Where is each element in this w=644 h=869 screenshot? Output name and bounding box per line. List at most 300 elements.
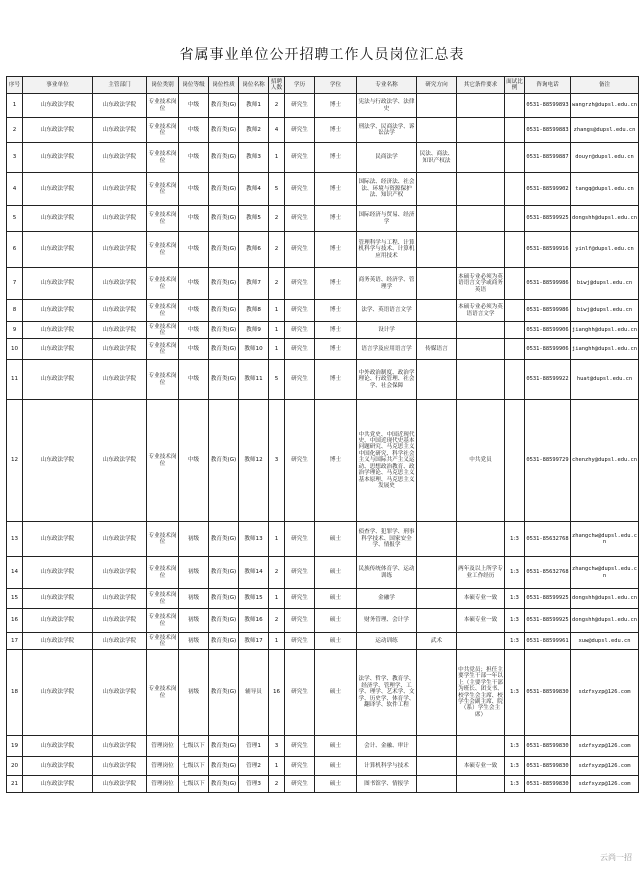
cell-nature: 教育类(G) xyxy=(209,206,239,232)
cell-level: 中级 xyxy=(179,268,209,300)
cell-degree: 博士 xyxy=(315,232,357,268)
cell-phone: 0531-85632768 xyxy=(525,557,571,589)
cell-note: tangq@dupsl.edu.cn xyxy=(571,173,639,206)
cell-dir xyxy=(417,757,457,776)
cell-note: douyr@dupsl.edu.cn xyxy=(571,143,639,173)
cell-dept: 山东政法学院 xyxy=(93,300,147,322)
cell-no: 12 xyxy=(7,400,23,522)
table-row xyxy=(7,322,639,339)
cell-phone: 0531-88599916 xyxy=(525,232,571,268)
cell-edu: 研究生 xyxy=(285,400,315,522)
cell-no: 16 xyxy=(7,609,23,633)
table-row xyxy=(7,736,639,757)
cell-degree: 博士 xyxy=(315,360,357,400)
cell-note: xuw@dupsl.edu.cn xyxy=(571,633,639,650)
cell-other xyxy=(457,360,505,400)
cell-level: 中级 xyxy=(179,339,209,360)
cell-major: 侦查学、犯罪学、刑事科学技术、国家安全学、情报学 xyxy=(357,522,417,557)
table-row xyxy=(7,206,639,232)
cell-edu: 研究生 xyxy=(285,609,315,633)
cell-edu: 研究生 xyxy=(285,268,315,300)
col-header: 岗位类别 xyxy=(147,77,179,94)
cell-other xyxy=(457,633,505,650)
cell-num: 2 xyxy=(269,776,285,793)
cell-unit: 山东政法学院 xyxy=(23,173,93,206)
cell-note: sdzfxyzp@126.com xyxy=(571,650,639,736)
cell-dept: 山东政法学院 xyxy=(93,400,147,522)
cell-level: 初级 xyxy=(179,609,209,633)
cell-dept: 山东政法学院 xyxy=(93,232,147,268)
cell-nature: 教育类(G) xyxy=(209,322,239,339)
col-header: 专业名称 xyxy=(357,77,417,94)
cell-ratio xyxy=(505,206,525,232)
cell-no: 11 xyxy=(7,360,23,400)
table-row xyxy=(7,633,639,650)
cell-num: 2 xyxy=(269,94,285,118)
cell-nature: 教育类(G) xyxy=(209,268,239,300)
col-header: 岗位名称 xyxy=(239,77,269,94)
cell-unit: 山东政法学院 xyxy=(23,143,93,173)
cell-edu: 研究生 xyxy=(285,232,315,268)
cell-edu: 研究生 xyxy=(285,589,315,609)
cell-degree: 硕士 xyxy=(315,757,357,776)
table-row xyxy=(7,143,639,173)
cell-degree: 博士 xyxy=(315,118,357,143)
cell-edu: 研究生 xyxy=(285,206,315,232)
cell-degree: 博士 xyxy=(315,268,357,300)
col-header: 其它条件要求 xyxy=(457,77,505,94)
cell-ratio: 1:3 xyxy=(505,589,525,609)
table-row xyxy=(7,94,639,118)
table-row xyxy=(7,589,639,609)
cell-num: 2 xyxy=(269,206,285,232)
cell-no: 5 xyxy=(7,206,23,232)
col-header: 学位 xyxy=(315,77,357,94)
cell-ratio: 1:3 xyxy=(505,609,525,633)
cell-other: 本硕专业一致 xyxy=(457,757,505,776)
cell-level: 七级以下 xyxy=(179,757,209,776)
cell-major: 设计学 xyxy=(357,322,417,339)
cell-dept: 山东政法学院 xyxy=(93,206,147,232)
cell-no: 3 xyxy=(7,143,23,173)
cell-other xyxy=(457,736,505,757)
cell-dept: 山东政法学院 xyxy=(93,757,147,776)
cell-ratio xyxy=(505,322,525,339)
table-row xyxy=(7,776,639,793)
cell-other xyxy=(457,206,505,232)
cell-dir xyxy=(417,776,457,793)
cell-num: 2 xyxy=(269,557,285,589)
cell-dept: 山东政法学院 xyxy=(93,589,147,609)
cell-dir xyxy=(417,206,457,232)
cell-dept: 山东政法学院 xyxy=(93,118,147,143)
cell-name: 教师15 xyxy=(239,589,269,609)
cell-cat: 管理岗位 xyxy=(147,776,179,793)
cell-major: 金融学 xyxy=(357,589,417,609)
cell-unit: 山东政法学院 xyxy=(23,609,93,633)
cell-dept: 山东政法学院 xyxy=(93,360,147,400)
cell-level: 中级 xyxy=(179,118,209,143)
cell-degree: 硕士 xyxy=(315,736,357,757)
col-header: 备注 xyxy=(571,77,639,94)
cell-major: 管理科学与工程、计算机科学与技术、计算机应用技术 xyxy=(357,232,417,268)
cell-other: 本硕专业一致 xyxy=(457,589,505,609)
cell-cat: 专业技术岗位 xyxy=(147,339,179,360)
cell-num: 5 xyxy=(269,360,285,400)
cell-dept: 山东政法学院 xyxy=(93,268,147,300)
table-row xyxy=(7,609,639,633)
cell-phone: 0531-88599906 xyxy=(525,322,571,339)
cell-unit: 山东政法学院 xyxy=(23,522,93,557)
cell-dir: 传媒语言 xyxy=(417,339,457,360)
cell-cat: 专业技术岗位 xyxy=(147,633,179,650)
cell-ratio xyxy=(505,400,525,522)
cell-dir xyxy=(417,300,457,322)
cell-degree: 博士 xyxy=(315,143,357,173)
cell-other xyxy=(457,173,505,206)
cell-nature: 教育类(G) xyxy=(209,650,239,736)
cell-other xyxy=(457,339,505,360)
cell-other xyxy=(457,232,505,268)
cell-other: 本硕专业必须为英语语言文学或商务英语 xyxy=(457,268,505,300)
cell-cat: 管理岗位 xyxy=(147,757,179,776)
cell-other: 中共党员 xyxy=(457,400,505,522)
cell-dir: 武术 xyxy=(417,633,457,650)
cell-major: 中共党史、中国近现代史、中国近现代史基本问题研究、马克思主义中国化研究、科学社会主义与国际共产主义运动、思想政治教育、政治学理论、马克思主义基本原理、马克思主义发展史 xyxy=(357,400,417,522)
cell-level: 中级 xyxy=(179,173,209,206)
cell-level: 初级 xyxy=(179,633,209,650)
cell-nature: 教育类(G) xyxy=(209,557,239,589)
cell-major: 宪法与行政法学、法律史 xyxy=(357,94,417,118)
cell-num: 1 xyxy=(269,143,285,173)
cell-num: 5 xyxy=(269,173,285,206)
cell-unit: 山东政法学院 xyxy=(23,589,93,609)
cell-phone: 0531-88599902 xyxy=(525,173,571,206)
cell-no: 15 xyxy=(7,589,23,609)
cell-no: 9 xyxy=(7,322,23,339)
cell-dept: 山东政法学院 xyxy=(93,522,147,557)
cell-level: 初级 xyxy=(179,650,209,736)
cell-major: 语言学及应用语言学 xyxy=(357,339,417,360)
cell-note: biwj@dupsl.edu.cn xyxy=(571,300,639,322)
cell-num: 4 xyxy=(269,118,285,143)
cell-ratio: 1:3 xyxy=(505,633,525,650)
cell-ratio: 1:3 xyxy=(505,522,525,557)
cell-degree: 硕士 xyxy=(315,522,357,557)
cell-dept: 山东政法学院 xyxy=(93,650,147,736)
cell-edu: 研究生 xyxy=(285,143,315,173)
cell-unit: 山东政法学院 xyxy=(23,339,93,360)
cell-name: 教师5 xyxy=(239,206,269,232)
cell-no: 7 xyxy=(7,268,23,300)
cell-unit: 山东政法学院 xyxy=(23,206,93,232)
cell-edu: 研究生 xyxy=(285,322,315,339)
cell-dept: 山东政法学院 xyxy=(93,339,147,360)
cell-num: 1 xyxy=(269,322,285,339)
cell-phone: 0531-88599887 xyxy=(525,143,571,173)
cell-phone: 0531-88599830 xyxy=(525,776,571,793)
cell-num: 1 xyxy=(269,300,285,322)
cell-note: biwj@dupsl.edu.cn xyxy=(571,268,639,300)
cell-note: zhangs@dupsl.edu.cn xyxy=(571,118,639,143)
cell-cat: 专业技术岗位 xyxy=(147,143,179,173)
cell-num: 1 xyxy=(269,757,285,776)
cell-major: 图书馆学、情报学 xyxy=(357,776,417,793)
cell-num: 1 xyxy=(269,522,285,557)
cell-level: 中级 xyxy=(179,360,209,400)
cell-degree: 博士 xyxy=(315,322,357,339)
cell-level: 七级以下 xyxy=(179,736,209,757)
cell-note: jianghh@dupsl.edu.cn xyxy=(571,339,639,360)
cell-other: 中共党员；担任主要学生干部一年以上（主要学生干部为班长、团支书、校学生会主席、校学生会副主席、院（系）学生会主席） xyxy=(457,650,505,736)
cell-name: 教师7 xyxy=(239,268,269,300)
cell-num: 2 xyxy=(269,268,285,300)
cell-nature: 教育类(G) xyxy=(209,776,239,793)
cell-dept: 山东政法学院 xyxy=(93,94,147,118)
cell-edu: 研究生 xyxy=(285,522,315,557)
cell-cat: 专业技术岗位 xyxy=(147,268,179,300)
cell-note: yinlf@dupsl.edu.cn xyxy=(571,232,639,268)
table-row xyxy=(7,360,639,400)
cell-ratio xyxy=(505,232,525,268)
cell-phone: 0531-88599986 xyxy=(525,300,571,322)
cell-cat: 专业技术岗位 xyxy=(147,232,179,268)
cell-degree: 硕士 xyxy=(315,609,357,633)
cell-ratio: 1:3 xyxy=(505,757,525,776)
table-header-row xyxy=(7,77,639,94)
cell-note: chenzhy@dupsl.edu.cn xyxy=(571,400,639,522)
cell-other: 两年及以上所学专业工作经历 xyxy=(457,557,505,589)
cell-unit: 山东政法学院 xyxy=(23,94,93,118)
cell-phone: 0531-88599986 xyxy=(525,268,571,300)
cell-nature: 教育类(G) xyxy=(209,173,239,206)
cell-note: dongshh@dupsl.edu.cn xyxy=(571,589,639,609)
cell-phone: 0531-88599893 xyxy=(525,94,571,118)
cell-edu: 研究生 xyxy=(285,633,315,650)
cell-name: 管理2 xyxy=(239,757,269,776)
cell-dir xyxy=(417,322,457,339)
cell-unit: 山东政法学院 xyxy=(23,757,93,776)
cell-cat: 专业技术岗位 xyxy=(147,609,179,633)
watermark: 云尚一招 xyxy=(600,853,632,862)
cell-level: 中级 xyxy=(179,206,209,232)
table-row xyxy=(7,557,639,589)
cell-ratio: 1:3 xyxy=(505,776,525,793)
cell-nature: 教育类(G) xyxy=(209,609,239,633)
cell-major: 运动训练 xyxy=(357,633,417,650)
table-row xyxy=(7,118,639,143)
positions-table xyxy=(6,76,639,793)
col-header: 序号 xyxy=(7,77,23,94)
cell-note: dongshh@dupsl.edu.cn xyxy=(571,206,639,232)
cell-dir xyxy=(417,650,457,736)
table-row xyxy=(7,339,639,360)
cell-phone: 0531-88599922 xyxy=(525,360,571,400)
cell-ratio: 1:3 xyxy=(505,736,525,757)
col-header: 岗位等级 xyxy=(179,77,209,94)
cell-no: 19 xyxy=(7,736,23,757)
cell-degree: 博士 xyxy=(315,94,357,118)
cell-degree: 博士 xyxy=(315,173,357,206)
cell-phone: 0531-88599830 xyxy=(525,650,571,736)
cell-level: 中级 xyxy=(179,232,209,268)
cell-level: 中级 xyxy=(179,322,209,339)
cell-unit: 山东政法学院 xyxy=(23,300,93,322)
cell-degree: 硕士 xyxy=(315,589,357,609)
cell-edu: 研究生 xyxy=(285,757,315,776)
cell-name: 教师1 xyxy=(239,94,269,118)
table-row xyxy=(7,400,639,522)
col-header: 岗位性质 xyxy=(209,77,239,94)
table-row xyxy=(7,268,639,300)
cell-edu: 研究生 xyxy=(285,736,315,757)
cell-edu: 研究生 xyxy=(285,360,315,400)
cell-unit: 山东政法学院 xyxy=(23,268,93,300)
cell-edu: 研究生 xyxy=(285,300,315,322)
cell-num: 1 xyxy=(269,633,285,650)
cell-no: 21 xyxy=(7,776,23,793)
cell-unit: 山东政法学院 xyxy=(23,736,93,757)
cell-note: sdzfxyzp@126.com xyxy=(571,736,639,757)
cell-phone: 0531-88599925 xyxy=(525,589,571,609)
cell-edu: 研究生 xyxy=(285,94,315,118)
cell-phone: 0531-88599906 xyxy=(525,339,571,360)
cell-dept: 山东政法学院 xyxy=(93,143,147,173)
col-header: 面试比例 xyxy=(505,77,525,94)
cell-name: 教师13 xyxy=(239,522,269,557)
cell-cat: 专业技术岗位 xyxy=(147,650,179,736)
cell-nature: 教育类(G) xyxy=(209,300,239,322)
cell-major: 民商法学 xyxy=(357,143,417,173)
table-row xyxy=(7,173,639,206)
cell-dir xyxy=(417,118,457,143)
cell-unit: 山东政法学院 xyxy=(23,400,93,522)
cell-phone: 0531-88599729 xyxy=(525,400,571,522)
cell-other xyxy=(457,522,505,557)
cell-edu: 研究生 xyxy=(285,173,315,206)
cell-dir xyxy=(417,232,457,268)
cell-dept: 山东政法学院 xyxy=(93,557,147,589)
page-title: 省属事业单位公开招聘工作人员岗位汇总表 xyxy=(179,47,465,63)
cell-cat: 专业技术岗位 xyxy=(147,300,179,322)
cell-nature: 教育类(G) xyxy=(209,736,239,757)
table-row xyxy=(7,757,639,776)
cell-cat: 专业技术岗位 xyxy=(147,360,179,400)
cell-phone: 0531-88599830 xyxy=(525,736,571,757)
cell-no: 6 xyxy=(7,232,23,268)
col-header: 研究方向 xyxy=(417,77,457,94)
col-header: 主管部门 xyxy=(93,77,147,94)
cell-level: 初级 xyxy=(179,522,209,557)
cell-no: 13 xyxy=(7,522,23,557)
cell-note: wangrzh@dupsl.edu.cn xyxy=(571,94,639,118)
cell-edu: 研究生 xyxy=(285,339,315,360)
cell-nature: 教育类(G) xyxy=(209,757,239,776)
cell-unit: 山东政法学院 xyxy=(23,118,93,143)
cell-other xyxy=(457,322,505,339)
cell-note: dongshh@dupsl.edu.cn xyxy=(571,609,639,633)
cell-dir: 民法、商法、知识产权法 xyxy=(417,143,457,173)
cell-dept: 山东政法学院 xyxy=(93,173,147,206)
cell-cat: 专业技术岗位 xyxy=(147,118,179,143)
cell-ratio: 1:3 xyxy=(505,557,525,589)
cell-dept: 山东政法学院 xyxy=(93,633,147,650)
cell-level: 中级 xyxy=(179,143,209,173)
cell-no: 1 xyxy=(7,94,23,118)
cell-num: 16 xyxy=(269,650,285,736)
cell-no: 20 xyxy=(7,757,23,776)
cell-num: 3 xyxy=(269,736,285,757)
cell-name: 教师8 xyxy=(239,300,269,322)
table-row xyxy=(7,522,639,557)
cell-no: 14 xyxy=(7,557,23,589)
cell-num: 3 xyxy=(269,400,285,522)
col-header: 招聘人数 xyxy=(269,77,285,94)
cell-nature: 教育类(G) xyxy=(209,94,239,118)
cell-ratio xyxy=(505,173,525,206)
cell-name: 教师16 xyxy=(239,609,269,633)
cell-unit: 山东政法学院 xyxy=(23,322,93,339)
cell-level: 七级以下 xyxy=(179,776,209,793)
cell-major: 刑法学、民商法学、诉讼法学 xyxy=(357,118,417,143)
cell-no: 2 xyxy=(7,118,23,143)
cell-nature: 教育类(G) xyxy=(209,360,239,400)
cell-phone: 0531-88599830 xyxy=(525,757,571,776)
cell-ratio xyxy=(505,118,525,143)
cell-ratio xyxy=(505,339,525,360)
cell-name: 教师3 xyxy=(239,143,269,173)
cell-unit: 山东政法学院 xyxy=(23,557,93,589)
cell-no: 4 xyxy=(7,173,23,206)
cell-nature: 教育类(G) xyxy=(209,232,239,268)
cell-other: 本硕专业必须为英语语言文学 xyxy=(457,300,505,322)
cell-dir xyxy=(417,736,457,757)
cell-phone: 0531-88599925 xyxy=(525,206,571,232)
cell-note: zhangchw@dupsl.edu.cn xyxy=(571,522,639,557)
cell-nature: 教育类(G) xyxy=(209,633,239,650)
cell-major: 财务管理、会计学 xyxy=(357,609,417,633)
cell-ratio xyxy=(505,300,525,322)
cell-ratio: 1:3 xyxy=(505,650,525,736)
cell-no: 17 xyxy=(7,633,23,650)
cell-name: 管理1 xyxy=(239,736,269,757)
cell-nature: 教育类(G) xyxy=(209,589,239,609)
cell-name: 教师2 xyxy=(239,118,269,143)
cell-phone: 0531-85632768 xyxy=(525,522,571,557)
cell-major: 国际经济与贸易、经济学 xyxy=(357,206,417,232)
cell-dir xyxy=(417,400,457,522)
table-row xyxy=(7,232,639,268)
cell-nature: 教育类(G) xyxy=(209,522,239,557)
cell-level: 中级 xyxy=(179,400,209,522)
cell-num: 2 xyxy=(269,232,285,268)
cell-phone: 0531-88599961 xyxy=(525,633,571,650)
cell-unit: 山东政法学院 xyxy=(23,650,93,736)
cell-major: 法学、英语语言文学 xyxy=(357,300,417,322)
cell-level: 中级 xyxy=(179,300,209,322)
cell-note: huat@dupsl.edu.cn xyxy=(571,360,639,400)
cell-name: 教师11 xyxy=(239,360,269,400)
cell-cat: 管理岗位 xyxy=(147,736,179,757)
cell-phone: 0531-88599925 xyxy=(525,609,571,633)
cell-ratio xyxy=(505,94,525,118)
cell-major: 中外政治制度、政治学理论、行政管理、社会学、社会保障 xyxy=(357,360,417,400)
cell-ratio xyxy=(505,143,525,173)
cell-name: 教师10 xyxy=(239,339,269,360)
cell-degree: 硕士 xyxy=(315,650,357,736)
table-row xyxy=(7,650,639,736)
cell-degree: 硕士 xyxy=(315,557,357,589)
